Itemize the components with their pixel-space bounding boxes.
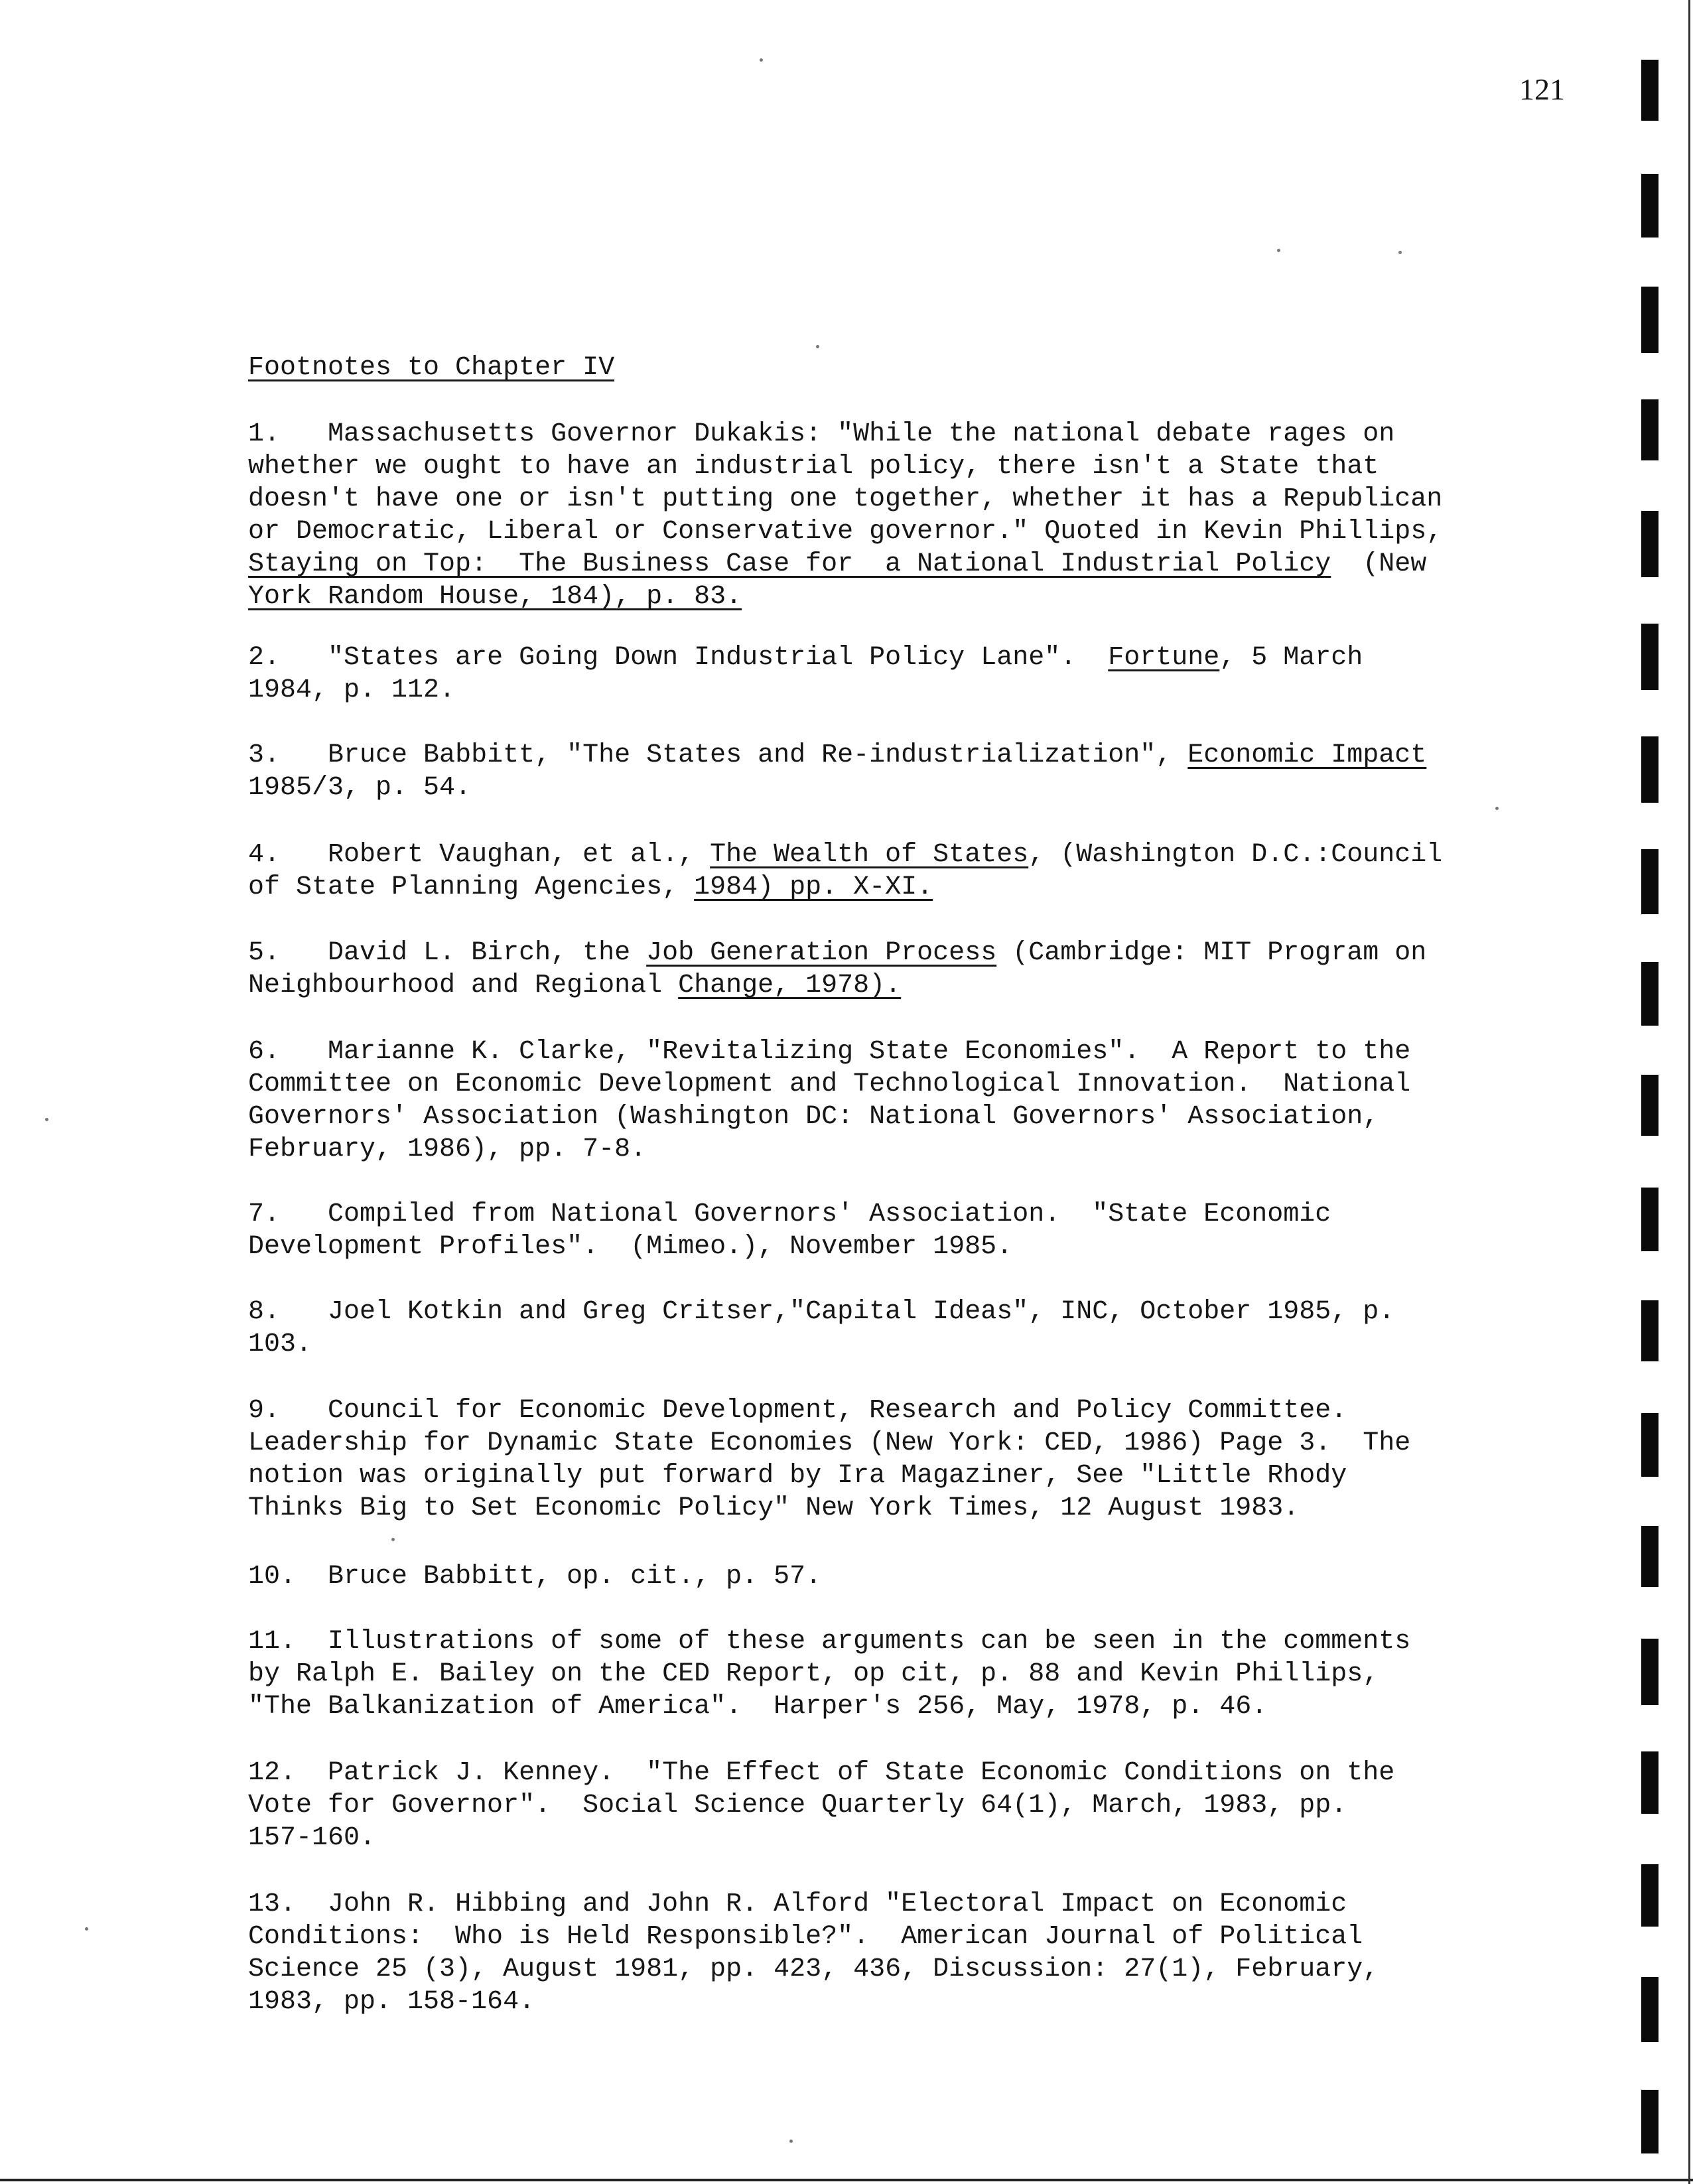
footnote-10 bbox=[248, 1560, 821, 1593]
footnote-text: or Democratic, Liberal or Conservative governor." Quoted in Kevin Phillips, bbox=[248, 517, 1443, 547]
footnote-text: Joel Kotkin and Greg Critser,"Capital Ideas", INC, October 1985, p. bbox=[328, 1297, 1395, 1327]
footnote-text: 157-160. bbox=[248, 1823, 376, 1853]
footnote-4 bbox=[248, 839, 1442, 904]
binding-tab-mark bbox=[1641, 962, 1659, 1026]
footnote-line bbox=[248, 1921, 1379, 1953]
binding-tab-mark bbox=[1641, 174, 1659, 238]
scan-speck bbox=[760, 58, 763, 62]
binding-tab-mark bbox=[1641, 60, 1659, 121]
footnote-number: 2. bbox=[248, 643, 281, 673]
footnote-line bbox=[248, 1986, 1379, 2018]
footnote-text: Committee on Economic Development and Technological Innovation. National bbox=[248, 1069, 1411, 1099]
footnote-3 bbox=[248, 739, 1426, 804]
footnote-text: 1985/3, p. 54. bbox=[248, 773, 472, 803]
binding-tab-mark bbox=[1641, 2090, 1659, 2153]
binding-tab-mark bbox=[1641, 1526, 1659, 1587]
scan-speck bbox=[816, 345, 819, 348]
footnote-line bbox=[248, 937, 1426, 969]
footnote-text: Robert Vaughan, et al., bbox=[328, 840, 711, 870]
footnote-text: notion was originally put forward by Ira Magaziner, See "Little Rhody bbox=[248, 1461, 1347, 1491]
footnote-13 bbox=[248, 1888, 1379, 2018]
underlined-title: The Wealth of States bbox=[710, 840, 1029, 870]
underlined-title: Fortune bbox=[1108, 643, 1220, 673]
footnote-line bbox=[248, 1953, 1379, 1986]
scan-speck bbox=[45, 1118, 48, 1121]
footnote-line bbox=[248, 1133, 1410, 1166]
binding-tab-mark bbox=[1641, 849, 1659, 914]
binding-tab-mark bbox=[1641, 1864, 1659, 1927]
footnote-number: 4. bbox=[248, 840, 281, 870]
footnote-line bbox=[248, 1757, 1394, 1789]
footnote-number: 12. bbox=[248, 1758, 297, 1788]
footnote-text: Bruce Babbitt, "The States and Re-industrialization", bbox=[328, 740, 1188, 770]
binding-tab-mark bbox=[1641, 1188, 1659, 1251]
footnote-text: February, 1986), pp. 7-8. bbox=[248, 1134, 647, 1164]
footnote-line bbox=[248, 1560, 821, 1593]
footnote-number: 5. bbox=[248, 938, 281, 968]
footnote-2 bbox=[248, 642, 1363, 707]
footnote-line bbox=[248, 1888, 1379, 1921]
footnote-text: whether we ought to have an industrial policy, there isn't a State that bbox=[248, 452, 1379, 482]
footnote-number: 11. bbox=[248, 1627, 297, 1657]
footnote-line bbox=[248, 418, 1442, 450]
footnote-line bbox=[248, 1068, 1410, 1101]
footnote-text: Leadership for Dynamic State Economies (New York: CED, 1986) Page 3. The bbox=[248, 1428, 1411, 1458]
footnote-number: 9. bbox=[248, 1396, 281, 1426]
scan-right-edge bbox=[1688, 0, 1690, 2184]
footnote-text: 1983, pp. 158-164. bbox=[248, 1987, 535, 2017]
footnote-number: 13. bbox=[248, 1889, 297, 1919]
footnote-line bbox=[248, 871, 1442, 904]
footnote-line bbox=[248, 548, 1442, 580]
footnote-number: 7. bbox=[248, 1199, 281, 1229]
binding-tab-mark bbox=[1641, 1413, 1659, 1477]
binding-tab-mark bbox=[1641, 511, 1659, 577]
footnote-text: (Cambridge: MIT Program on bbox=[996, 938, 1427, 968]
footnote-text: Neighbourhood and Regional bbox=[248, 971, 679, 1000]
footnote-line bbox=[248, 642, 1363, 674]
footnote-line bbox=[248, 1625, 1410, 1658]
footnote-text: Governors' Association (Washington DC: National Governors' Association, bbox=[248, 1102, 1379, 1132]
footnote-line bbox=[248, 674, 1363, 707]
underlined-title: 1984) pp. X-XI. bbox=[694, 872, 933, 902]
underlined-title: Staying on Top: The Business Case for a National Industrial Policy bbox=[248, 549, 1331, 579]
footnote-line bbox=[248, 1427, 1410, 1460]
footnote-line bbox=[248, 1460, 1410, 1492]
scan-speck bbox=[789, 2140, 793, 2143]
footnote-number: 1. bbox=[248, 419, 281, 449]
footnote-text: Science 25 (3), August 1981, pp. 423, 436, Discussion: 27(1), February, bbox=[248, 1954, 1379, 1984]
footnote-text: of State Planning Agencies, bbox=[248, 872, 695, 902]
footnote-text: Vote for Governor". Social Science Quarterly 64(1), March, 1983, pp. bbox=[248, 1791, 1347, 1820]
footnote-text: Massachusetts Governor Dukakis: "While the national debate rages on bbox=[328, 419, 1395, 449]
footnote-line bbox=[248, 450, 1442, 483]
footnote-line bbox=[248, 1296, 1394, 1328]
footnote-line bbox=[248, 1395, 1410, 1427]
binding-tab-mark bbox=[1641, 1639, 1659, 1705]
footnote-text: Illustrations of some of these arguments can be seen in the comments bbox=[328, 1627, 1411, 1657]
footnote-text: , (Washington D.C.:Council bbox=[1028, 840, 1443, 870]
scan-speck bbox=[85, 1927, 88, 1931]
binding-tab-mark bbox=[1641, 287, 1659, 353]
footnote-text: Marianne K. Clarke, "Revitalizing State Economies". A Report to the bbox=[328, 1037, 1411, 1067]
footnote-11 bbox=[248, 1625, 1410, 1723]
footnote-line bbox=[248, 1198, 1331, 1231]
footnote-5 bbox=[248, 937, 1426, 1002]
footnote-line bbox=[248, 1658, 1410, 1690]
footnote-text: by Ralph E. Bailey on the CED Report, op cit, p. 88 and Kevin Phillips, bbox=[248, 1659, 1379, 1689]
footnote-line bbox=[248, 772, 1426, 804]
page-number: 121 bbox=[1519, 72, 1565, 106]
footnote-number: 6. bbox=[248, 1037, 281, 1067]
footnote-number: 8. bbox=[248, 1297, 281, 1327]
footnote-line bbox=[248, 1492, 1410, 1525]
footnote-line bbox=[248, 1101, 1410, 1133]
underlined-title: Change, 1978). bbox=[678, 971, 902, 1000]
footnote-line bbox=[248, 483, 1442, 515]
binding-tab-mark bbox=[1641, 736, 1659, 803]
footnote-text: doesn't have one or isn't putting one together, whether it has a Republican bbox=[248, 484, 1443, 514]
footnote-8 bbox=[248, 1296, 1394, 1361]
footnote-line bbox=[248, 1231, 1331, 1263]
footnote-7 bbox=[248, 1198, 1331, 1263]
footnote-9 bbox=[248, 1395, 1410, 1525]
scan-bottom-edge bbox=[0, 2179, 1693, 2181]
footnote-number: 3. bbox=[248, 740, 281, 770]
footnote-line bbox=[248, 1328, 1394, 1361]
footnote-1 bbox=[248, 418, 1442, 613]
footnote-text: "States are Going Down Industrial Policy Lane". bbox=[328, 643, 1109, 673]
footnote-line bbox=[248, 1690, 1410, 1723]
footnote-text: 1984, p. 112. bbox=[248, 675, 456, 705]
scan-speck bbox=[1398, 251, 1402, 254]
footnote-text: John R. Hibbing and John R. Alford "Electoral Impact on Economic bbox=[328, 1889, 1347, 1919]
binding-tab-mark bbox=[1641, 1075, 1659, 1136]
footnote-text: Conditions: Who is Held Responsible?". American Journal of Political bbox=[248, 1922, 1363, 1952]
footnote-text: 103. bbox=[248, 1330, 312, 1359]
footnote-text: (New bbox=[1331, 549, 1427, 579]
binding-tab-mark bbox=[1641, 399, 1659, 460]
footnote-line bbox=[248, 839, 1442, 871]
footnote-line bbox=[248, 1036, 1410, 1068]
footnote-text: David L. Birch, the bbox=[328, 938, 647, 968]
scan-speck bbox=[1495, 807, 1499, 810]
underlined-title: Job Generation Process bbox=[646, 938, 997, 968]
page-heading: Footnotes to Chapter IV bbox=[248, 353, 615, 383]
binding-tab-mark bbox=[1641, 1751, 1659, 1814]
footnote-line bbox=[248, 739, 1426, 772]
binding-tab-mark bbox=[1641, 1977, 1659, 2042]
footnote-text: , 5 March bbox=[1219, 643, 1363, 673]
footnote-text: Thinks Big to Set Economic Policy" New York Times, 12 August 1983. bbox=[248, 1493, 1300, 1523]
underlined-title: Economic Impact bbox=[1187, 740, 1427, 770]
binding-tab-mark bbox=[1641, 1300, 1659, 1361]
footnote-text: Development Profiles". (Mimeo.), November 1985. bbox=[248, 1232, 1013, 1262]
underlined-title: York Random House, 184), p. 83. bbox=[248, 582, 742, 612]
footnote-line bbox=[248, 580, 1442, 613]
footnote-text: Council for Economic Development, Research and Policy Committee. bbox=[328, 1396, 1347, 1426]
footnote-text: "The Balkanization of America". Harper's 256, May, 1978, p. 46. bbox=[248, 1692, 1268, 1722]
footnote-text: Bruce Babbitt, op. cit., p. 57. bbox=[328, 1562, 822, 1592]
footnote-line bbox=[248, 969, 1426, 1002]
scan-speck bbox=[391, 1538, 395, 1541]
footnote-6 bbox=[248, 1036, 1410, 1166]
scan-speck bbox=[1277, 249, 1280, 252]
binding-tab-mark bbox=[1641, 624, 1659, 690]
footnote-text: Compiled from National Governors' Association. "State Economic bbox=[328, 1199, 1331, 1229]
footnote-line bbox=[248, 1789, 1394, 1822]
footnote-text: Patrick J. Kenney. "The Effect of State Economic Conditions on the bbox=[328, 1758, 1395, 1788]
footnote-line bbox=[248, 1822, 1394, 1854]
footnote-12 bbox=[248, 1757, 1394, 1854]
footnote-number: 10. bbox=[248, 1562, 297, 1592]
footnote-line bbox=[248, 515, 1442, 548]
